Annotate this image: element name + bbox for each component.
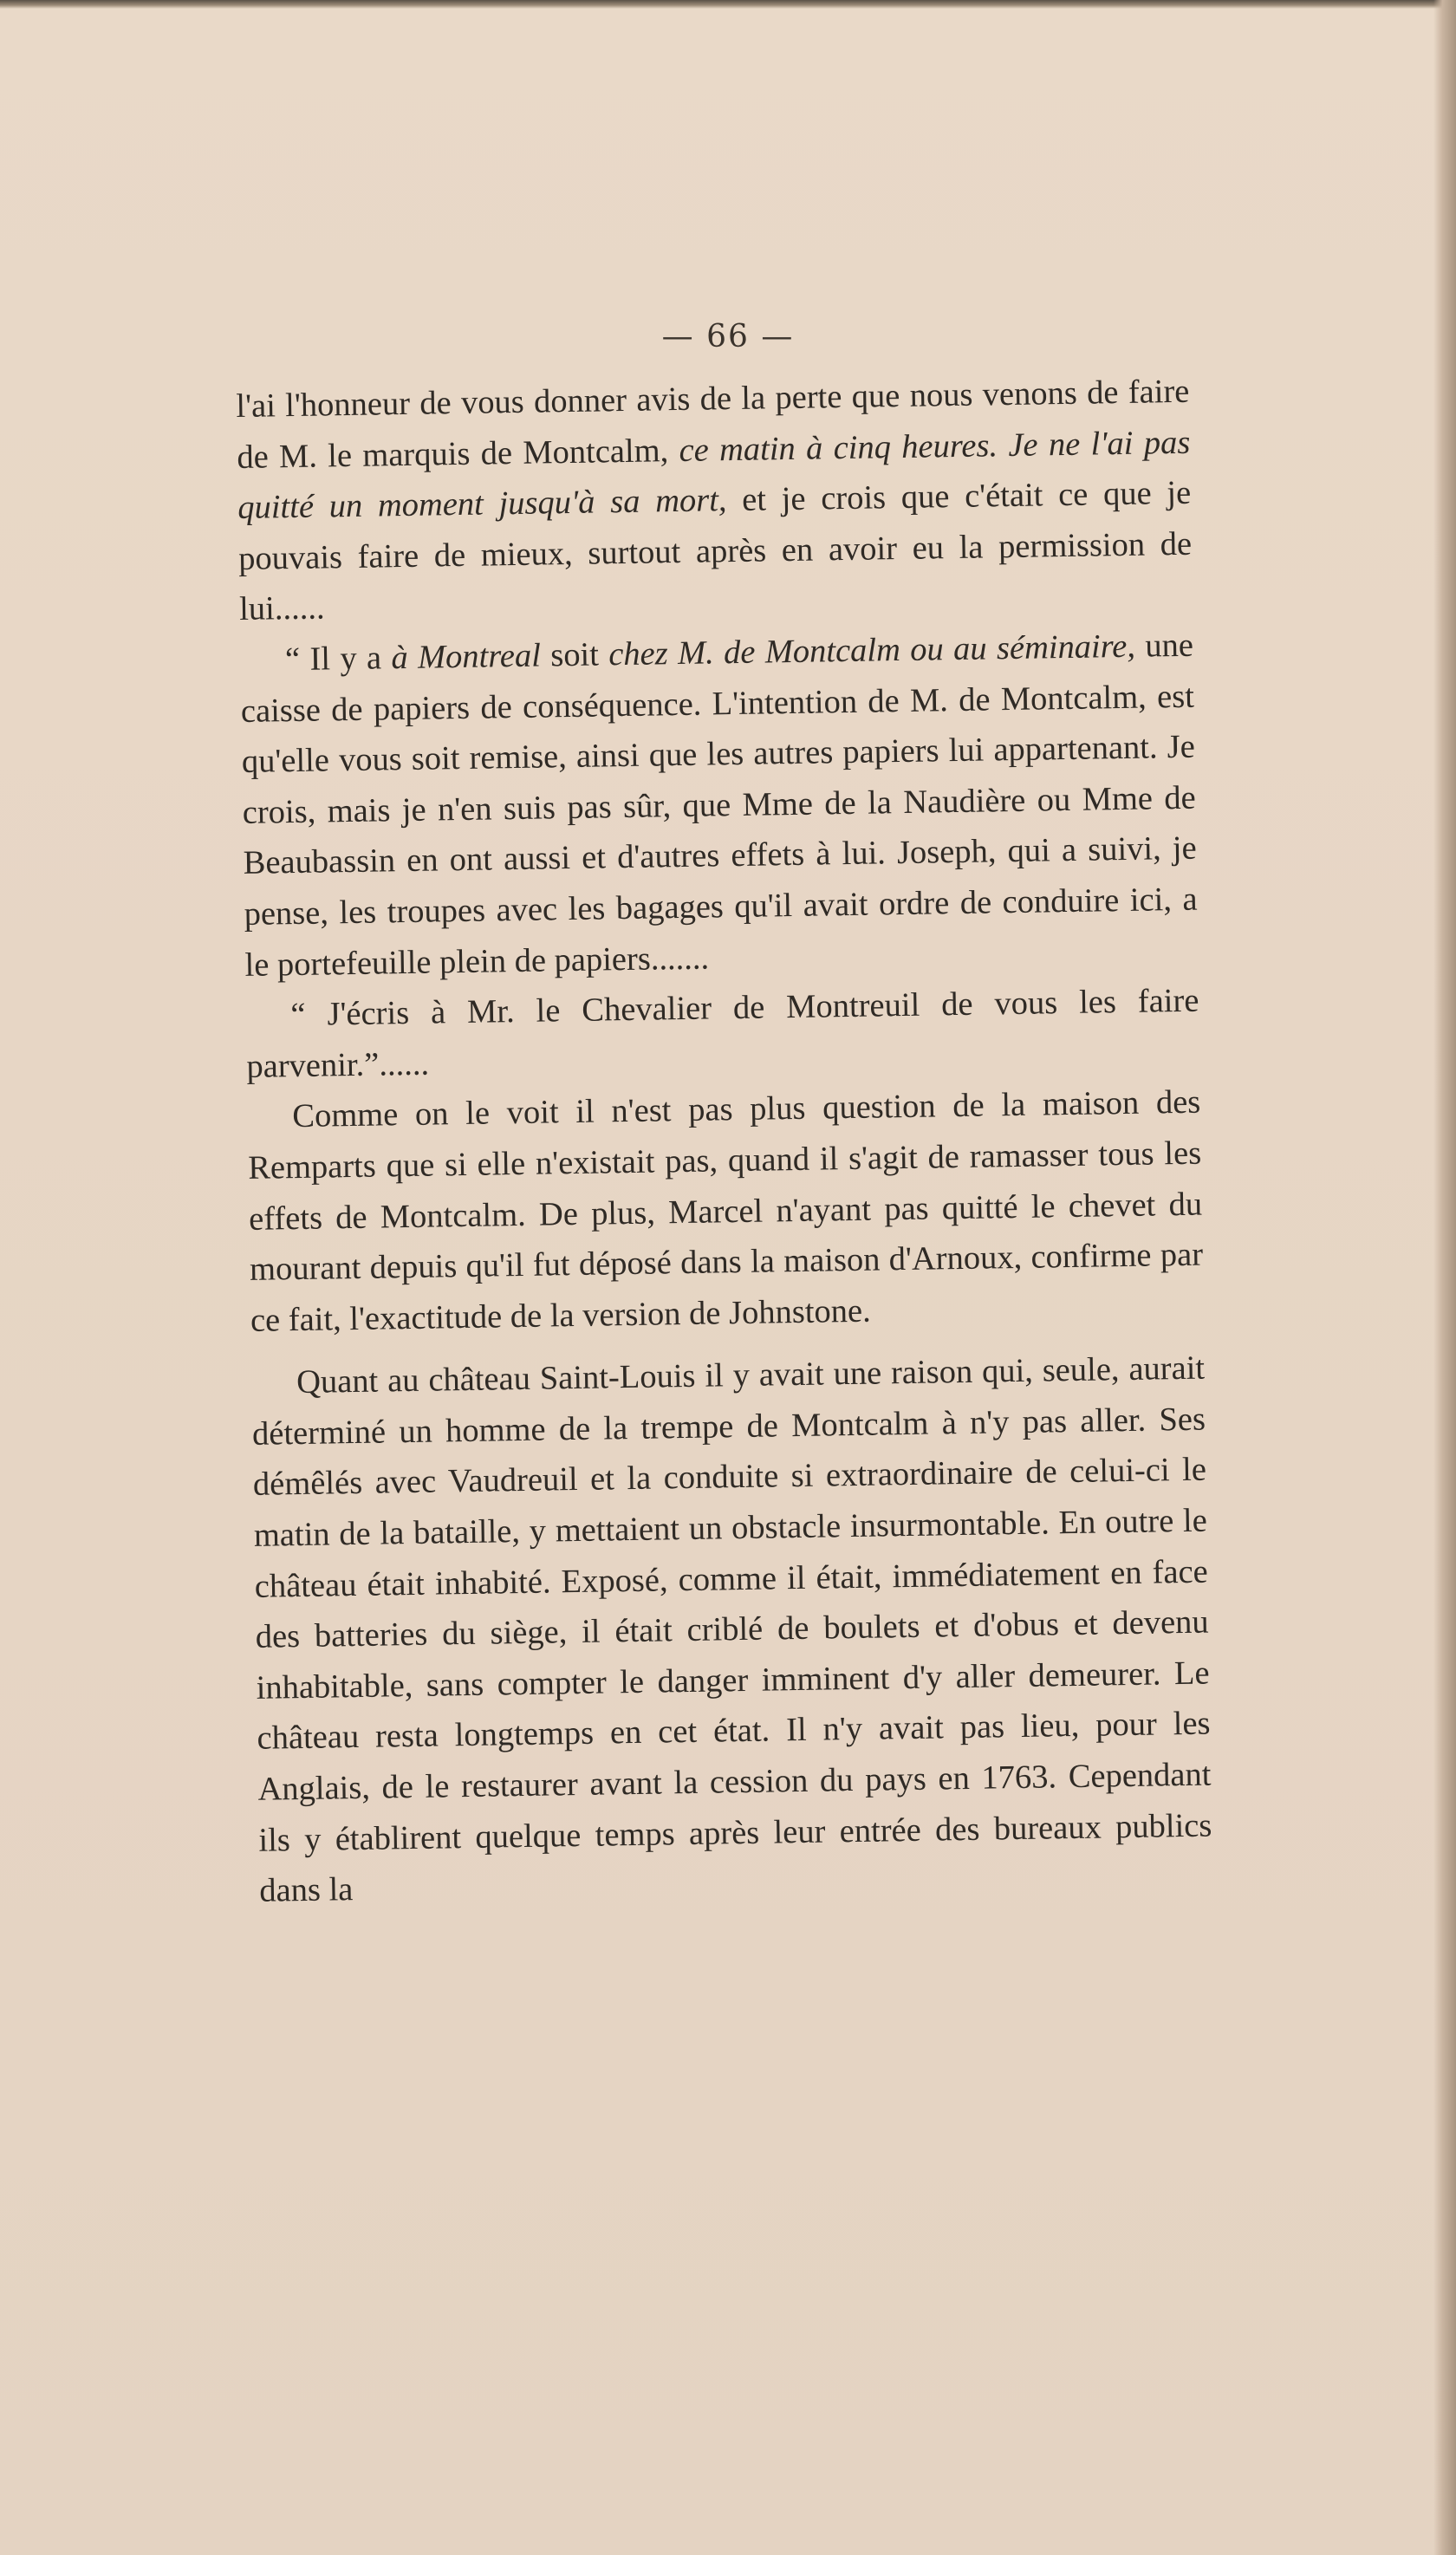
body-text xyxy=(236,367,1213,1917)
paragraph-commentary-chateau xyxy=(251,1343,1213,1917)
italic-text: à Montreal xyxy=(391,637,542,677)
text-segment: une caisse de papiers de conséquence. L'intention de M. de Montcalm, est qu'elle vous soit remise, ainsi que les autres papiers lui appartenant. Je crois, mais je n'en suis pas sûr, que Mme de la Naudière ou Mme de Beaubassin en ont aussi et d'autres effets à lui. Joseph, qui a suivi, je pense, les troupes avec les bagages qu'il avait ordre de conduire ici, a le portefeuille plein de papiers....... xyxy=(240,627,1198,984)
paragraph-letter-papers xyxy=(240,621,1199,991)
text-segment: Comme on le voit il n'est pas plus question de la maison des Remparts que si elle n'existait pas, quand il s'agit de ramasser tous les effets de Montcalm. De plus, Marcel n'ayant pas quitté le chevet du mourant depuis qu'il fut déposé dans la maison d'Arnoux, confirme par ce fait, l'exactitude de la version de Johnstone. xyxy=(247,1083,1204,1339)
text-segment: “ J'écris à Mr. le Chevalier de Montreuil de vous les faire parvenir.”...... xyxy=(246,982,1199,1085)
paragraph-commentary-remparts xyxy=(247,1077,1204,1346)
italic-text: chez M. de Montcalm ou au séminaire, xyxy=(608,627,1136,673)
page-top-edge xyxy=(0,0,1456,9)
page-right-edge xyxy=(1433,0,1456,2555)
text-segment: et je crois que c'était ce que je pouvais faire de mieux, surtout après en avoir eu la permission de lui...... xyxy=(237,474,1193,628)
italic-text: ce matin à cinq heures. Je ne l'ai pas quitté un moment jusqu'à sa mort, xyxy=(237,424,1191,527)
text-segment: l'ai l'honneur de vous donner avis de la perte que nous venons de faire de M. le marquis de Montcalm, xyxy=(236,373,1190,476)
paragraph-letter-closing xyxy=(245,976,1200,1092)
page-number: — 66 — xyxy=(661,319,795,354)
text-segment: Quant au château Saint-Louis il y avait une raison qui, seule, aurait déterminé un homme de la trempe de Montcalm à n'y pas aller. Ses démêlés avec Vaudreuil et la conduite si extraordinaire de celui-ci le matin de la bataille, y mettaient un obstacle insurmontable. En outre le château était inhabité. Exposé, comme il était, immédiatement en face des batteries du siège, il était criblé de boulets et d'obus et devenu inhabitable, sans compter le danger imminent d'y aller demeurer. Le château resta longtemps en cet état. Il n'y avait pas lieu, pour les Anglais, de le restaurer avant la cession du pays en 1763. Cependant ils y établirent quelque temps après leur entrée des bureaux publics dans la xyxy=(251,1349,1212,1910)
text-segment: “ Il y a xyxy=(284,640,392,679)
paragraph-letter-opening xyxy=(236,367,1193,635)
text-segment: soit xyxy=(540,636,609,674)
